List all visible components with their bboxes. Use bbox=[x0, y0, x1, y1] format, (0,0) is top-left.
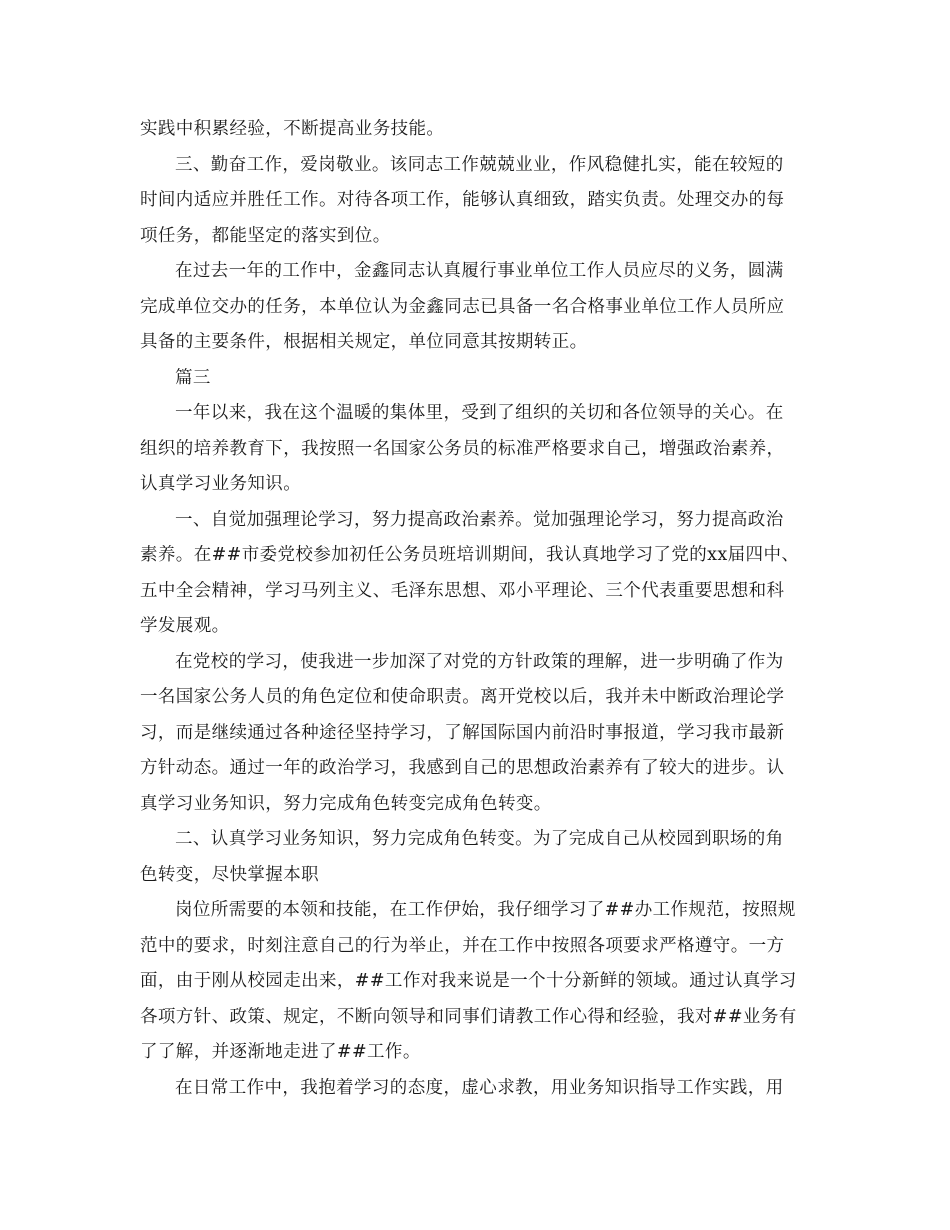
text-line: 认真学习业务知识。 bbox=[140, 474, 302, 494]
text-line: 岗位所需要的本领和技能，在工作伊始，我仔细学习了##办工作规范，按照规 bbox=[175, 900, 796, 920]
text-line: 素养。在##市委党校参加初任公务员班培训期间，我认真地学习了党的xx届四中、 bbox=[140, 545, 800, 565]
text-line: 五中全会精神，学习马列主义、毛泽东思想、邓小平理论、三个代表重要思想和科 bbox=[140, 580, 785, 601]
text-line: 一年以来，我在这个温暖的集体里，受到了组织的关切和各位领导的关心。在 bbox=[175, 403, 784, 423]
text-line: 方针动态。通过一年的政治学习，我感到自己的思想政治素养有了较大的进步。认 bbox=[140, 758, 785, 778]
text-line: 一名国家公务人员的角色定位和使命职责。离开党校以后，我并未中断政治理论学 bbox=[140, 687, 785, 707]
text-line: 学发展观。 bbox=[140, 616, 230, 636]
text-line: 完成单位交办的任务，本单位认为金鑫同志已具备一名合格事业单位工作人员所应 bbox=[140, 296, 785, 317]
document-body bbox=[140, 112, 820, 1106]
text-line: 真学习业务知识，努力完成角色转变完成角色转变。 bbox=[140, 793, 552, 814]
text-line: 一、自觉加强理论学习，努力提高政治素养。觉加强理论学习，努力提高政治 bbox=[175, 509, 784, 530]
text-line: 面，由于刚从校园走出来，##工作对我来说是一个十分新鲜的领域。通过认真学习 bbox=[140, 971, 797, 991]
text-line: 三、勤奋工作，爱岗敬业。该同志工作兢兢业业，作风稳健扎实，能在较短的 bbox=[175, 154, 784, 175]
text-line: 具备的主要条件，根据相关规定，单位同意其按期转正。 bbox=[140, 332, 588, 352]
text-line: 实践中积累经验，不断提高业务技能。 bbox=[140, 119, 445, 139]
text-line: 在过去一年的工作中，金鑫同志认真履行事业单位工作人员应尽的义务，圆满 bbox=[175, 261, 784, 281]
text-line: 在日常工作中，我抱着学习的态度，虚心求教，用业务知识指导工作实践，用 bbox=[175, 1077, 784, 1098]
text-line: 二、认真学习业务知识，努力完成角色转变。为了完成自己从校园到职场的角 bbox=[175, 829, 784, 849]
text-line: 范中的要求，时刻注意自己的行为举止，并在工作中按照各项要求严格遵守。一方 bbox=[140, 935, 785, 956]
text-line: 色转变，尽快掌握本职 bbox=[140, 864, 319, 885]
text-line: 习，而是继续通过各种途径坚持学习，了解国际国内前沿时事报道，学习我市最新 bbox=[140, 722, 785, 743]
text-line: 篇三 bbox=[175, 367, 211, 388]
text-line: 了了解，并逐渐地走进了##工作。 bbox=[140, 1042, 421, 1062]
text-line: 项任务，都能坚定的落实到位。 bbox=[140, 225, 391, 246]
text-line: 各项方针、政策、规定，不断向领导和同事们请教工作心得和经验，我对##业务有 bbox=[140, 1006, 797, 1027]
text-line: 时间内适应并胜任工作。对待各项工作，能够认真细致，踏实负责。处理交办的每 bbox=[140, 190, 785, 210]
text-line: 组织的培养教育下，我按照一名国家公务员的标准严格要求自己，增强政治素养， bbox=[140, 438, 785, 459]
text-line: 在党校的学习，使我进一步加深了对党的方针政策的理解，进一步明确了作为 bbox=[175, 651, 784, 672]
